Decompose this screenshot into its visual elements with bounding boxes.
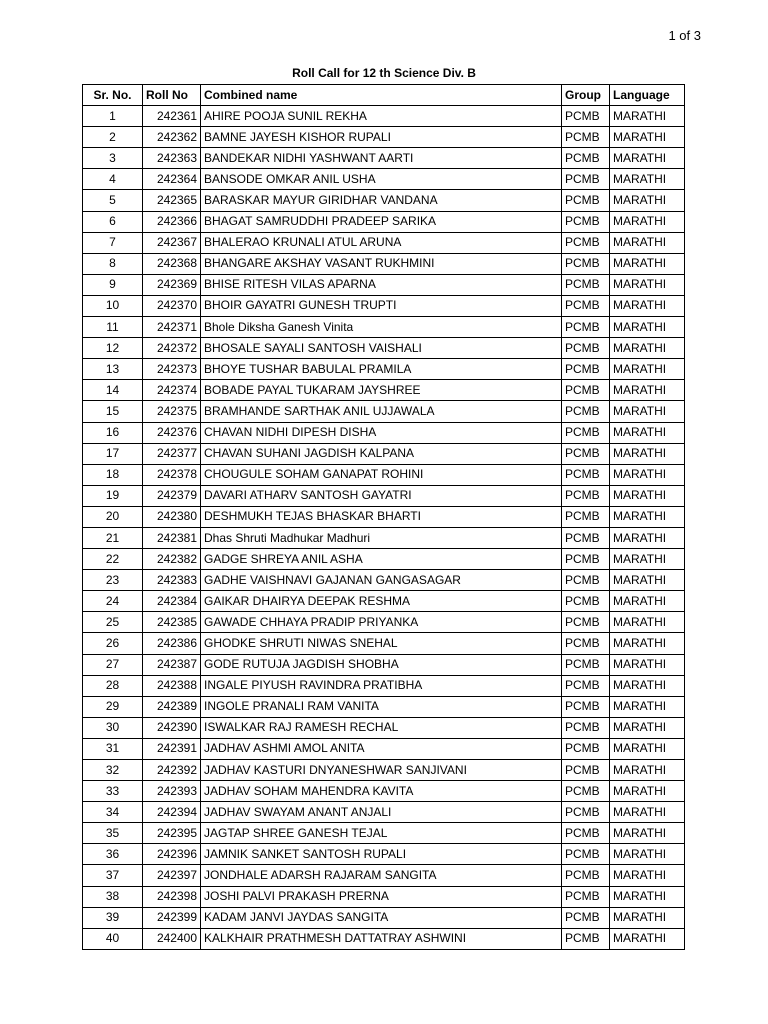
cell-group: PCMB	[562, 907, 610, 928]
cell-language: MARATHI	[610, 633, 685, 654]
cell-group: PCMB	[562, 127, 610, 148]
cell-sr-no: 4	[83, 169, 143, 190]
cell-group: PCMB	[562, 295, 610, 316]
table-row	[83, 570, 685, 591]
cell-sr-no: 7	[83, 232, 143, 253]
header-group: Group	[562, 85, 610, 106]
cell-language: MARATHI	[610, 907, 685, 928]
cell-combined-name: BOBADE PAYAL TUKARAM JAYSHREE	[201, 380, 562, 401]
cell-group: PCMB	[562, 928, 610, 949]
cell-language: MARATHI	[610, 401, 685, 422]
cell-roll-no: 242375	[143, 401, 201, 422]
cell-sr-no: 19	[83, 485, 143, 506]
cell-group: PCMB	[562, 359, 610, 380]
cell-combined-name: KADAM JANVI JAYDAS SANGITA	[201, 907, 562, 928]
cell-language: MARATHI	[610, 506, 685, 527]
cell-sr-no: 17	[83, 443, 143, 464]
cell-sr-no: 21	[83, 527, 143, 548]
cell-group: PCMB	[562, 633, 610, 654]
cell-group: PCMB	[562, 169, 610, 190]
table-row	[83, 886, 685, 907]
cell-sr-no: 27	[83, 654, 143, 675]
cell-language: MARATHI	[610, 106, 685, 127]
cell-roll-no: 242363	[143, 148, 201, 169]
cell-sr-no: 37	[83, 865, 143, 886]
cell-combined-name: Bhole Diksha Ganesh Vinita	[201, 317, 562, 338]
cell-roll-no: 242388	[143, 675, 201, 696]
table-row	[83, 338, 685, 359]
cell-combined-name: BHALERAO KRUNALI ATUL ARUNA	[201, 232, 562, 253]
table-row	[83, 823, 685, 844]
header-language: Language	[610, 85, 685, 106]
cell-language: MARATHI	[610, 781, 685, 802]
cell-combined-name: JADHAV ASHMI AMOL ANITA	[201, 738, 562, 759]
cell-group: PCMB	[562, 464, 610, 485]
cell-language: MARATHI	[610, 802, 685, 823]
cell-combined-name: JAMNIK SANKET SANTOSH RUPALI	[201, 844, 562, 865]
header-sr-no: Sr. No.	[83, 85, 143, 106]
cell-combined-name: DAVARI ATHARV SANTOSH GAYATRI	[201, 485, 562, 506]
cell-roll-no: 242369	[143, 274, 201, 295]
table-row	[83, 422, 685, 443]
cell-language: MARATHI	[610, 654, 685, 675]
cell-language: MARATHI	[610, 717, 685, 738]
cell-group: PCMB	[562, 591, 610, 612]
cell-roll-no: 242392	[143, 760, 201, 781]
cell-roll-no: 242389	[143, 696, 201, 717]
cell-sr-no: 33	[83, 781, 143, 802]
cell-combined-name: ISWALKAR RAJ RAMESH RECHAL	[201, 717, 562, 738]
table-row	[83, 633, 685, 654]
table-row	[83, 675, 685, 696]
cell-combined-name: JADHAV KASTURI DNYANESHWAR SANJIVANI	[201, 760, 562, 781]
cell-combined-name: CHOUGULE SOHAM GANAPAT ROHINI	[201, 464, 562, 485]
cell-group: PCMB	[562, 675, 610, 696]
cell-sr-no: 14	[83, 380, 143, 401]
header-combined-name: Combined name	[201, 85, 562, 106]
cell-combined-name: GADHE VAISHNAVI GAJANAN GANGASAGAR	[201, 570, 562, 591]
cell-group: PCMB	[562, 485, 610, 506]
cell-roll-no: 242390	[143, 717, 201, 738]
cell-combined-name: INGALE PIYUSH RAVINDRA PRATIBHA	[201, 675, 562, 696]
cell-group: PCMB	[562, 738, 610, 759]
table-row	[83, 506, 685, 527]
cell-roll-no: 242367	[143, 232, 201, 253]
cell-roll-no: 242380	[143, 506, 201, 527]
cell-roll-no: 242397	[143, 865, 201, 886]
cell-sr-no: 3	[83, 148, 143, 169]
cell-roll-no: 242376	[143, 422, 201, 443]
table-row	[83, 717, 685, 738]
cell-roll-no: 242391	[143, 738, 201, 759]
table-row	[83, 169, 685, 190]
cell-language: MARATHI	[610, 865, 685, 886]
cell-group: PCMB	[562, 422, 610, 443]
cell-sr-no: 18	[83, 464, 143, 485]
cell-combined-name: INGOLE PRANALI RAM VANITA	[201, 696, 562, 717]
cell-sr-no: 29	[83, 696, 143, 717]
table-row	[83, 295, 685, 316]
cell-roll-no: 242387	[143, 654, 201, 675]
table-row	[83, 464, 685, 485]
table-row	[83, 865, 685, 886]
cell-group: PCMB	[562, 527, 610, 548]
cell-group: PCMB	[562, 317, 610, 338]
table-row	[83, 696, 685, 717]
cell-language: MARATHI	[610, 823, 685, 844]
cell-language: MARATHI	[610, 844, 685, 865]
cell-group: PCMB	[562, 106, 610, 127]
table-row	[83, 760, 685, 781]
cell-sr-no: 15	[83, 401, 143, 422]
cell-language: MARATHI	[610, 253, 685, 274]
cell-group: PCMB	[562, 760, 610, 781]
cell-roll-no: 242379	[143, 485, 201, 506]
cell-combined-name: Dhas Shruti Madhukar Madhuri	[201, 527, 562, 548]
cell-combined-name: JOSHI PALVI PRAKASH PRERNA	[201, 886, 562, 907]
cell-roll-no: 242382	[143, 549, 201, 570]
cell-sr-no: 20	[83, 506, 143, 527]
cell-group: PCMB	[562, 148, 610, 169]
cell-language: MARATHI	[610, 570, 685, 591]
table-row	[83, 612, 685, 633]
cell-roll-no: 242386	[143, 633, 201, 654]
cell-language: MARATHI	[610, 696, 685, 717]
header-roll-no: Roll No	[143, 85, 201, 106]
cell-combined-name: BHOYE TUSHAR BABULAL PRAMILA	[201, 359, 562, 380]
cell-group: PCMB	[562, 612, 610, 633]
cell-group: PCMB	[562, 886, 610, 907]
table-row	[83, 274, 685, 295]
cell-combined-name: BANSODE OMKAR ANIL USHA	[201, 169, 562, 190]
cell-roll-no: 242373	[143, 359, 201, 380]
cell-sr-no: 26	[83, 633, 143, 654]
cell-sr-no: 28	[83, 675, 143, 696]
cell-language: MARATHI	[610, 127, 685, 148]
table-row	[83, 591, 685, 612]
cell-language: MARATHI	[610, 738, 685, 759]
cell-group: PCMB	[562, 443, 610, 464]
cell-roll-no: 242374	[143, 380, 201, 401]
cell-language: MARATHI	[610, 886, 685, 907]
cell-sr-no: 13	[83, 359, 143, 380]
table-row	[83, 549, 685, 570]
cell-roll-no: 242377	[143, 443, 201, 464]
cell-language: MARATHI	[610, 380, 685, 401]
cell-language: MARATHI	[610, 422, 685, 443]
cell-sr-no: 25	[83, 612, 143, 633]
cell-language: MARATHI	[610, 612, 685, 633]
cell-sr-no: 11	[83, 317, 143, 338]
cell-roll-no: 242383	[143, 570, 201, 591]
roll-call-table	[82, 84, 685, 950]
cell-sr-no: 40	[83, 928, 143, 949]
cell-group: PCMB	[562, 401, 610, 422]
cell-roll-no: 242368	[143, 253, 201, 274]
cell-group: PCMB	[562, 802, 610, 823]
cell-combined-name: GADGE SHREYA ANIL ASHA	[201, 549, 562, 570]
cell-roll-no: 242370	[143, 295, 201, 316]
cell-sr-no: 31	[83, 738, 143, 759]
cell-sr-no: 38	[83, 886, 143, 907]
cell-combined-name: GODE RUTUJA JAGDISH SHOBHA	[201, 654, 562, 675]
table-row	[83, 317, 685, 338]
table-row	[83, 359, 685, 380]
cell-language: MARATHI	[610, 211, 685, 232]
cell-sr-no: 39	[83, 907, 143, 928]
table-row	[83, 190, 685, 211]
table-row	[83, 738, 685, 759]
table-row	[83, 844, 685, 865]
cell-sr-no: 6	[83, 211, 143, 232]
cell-sr-no: 30	[83, 717, 143, 738]
cell-group: PCMB	[562, 211, 610, 232]
cell-combined-name: BARASKAR MAYUR GIRIDHAR VANDANA	[201, 190, 562, 211]
cell-combined-name: JONDHALE ADARSH RAJARAM SANGITA	[201, 865, 562, 886]
table-row	[83, 106, 685, 127]
cell-combined-name: BHOSALE SAYALI SANTOSH VAISHALI	[201, 338, 562, 359]
cell-group: PCMB	[562, 844, 610, 865]
cell-language: MARATHI	[610, 485, 685, 506]
cell-combined-name: CHAVAN NIDHI DIPESH DISHA	[201, 422, 562, 443]
cell-language: MARATHI	[610, 443, 685, 464]
cell-sr-no: 10	[83, 295, 143, 316]
sheet-title: Roll Call for 12 th Science Div. B	[292, 66, 476, 80]
cell-roll-no: 242400	[143, 928, 201, 949]
cell-roll-no: 242364	[143, 169, 201, 190]
cell-sr-no: 5	[83, 190, 143, 211]
cell-combined-name: BHISE RITESH VILAS APARNA	[201, 274, 562, 295]
table-row	[83, 527, 685, 548]
cell-roll-no: 242394	[143, 802, 201, 823]
cell-language: MARATHI	[610, 675, 685, 696]
cell-group: PCMB	[562, 865, 610, 886]
table-row	[83, 253, 685, 274]
cell-sr-no: 9	[83, 274, 143, 295]
cell-group: PCMB	[562, 654, 610, 675]
cell-group: PCMB	[562, 232, 610, 253]
cell-group: PCMB	[562, 696, 610, 717]
table-header-row	[83, 85, 685, 106]
cell-group: PCMB	[562, 253, 610, 274]
cell-language: MARATHI	[610, 760, 685, 781]
table-row	[83, 781, 685, 802]
cell-combined-name: KALKHAIR PRATHMESH DATTATRAY ASHWINI	[201, 928, 562, 949]
cell-language: MARATHI	[610, 148, 685, 169]
cell-language: MARATHI	[610, 317, 685, 338]
table-row	[83, 907, 685, 928]
cell-roll-no: 242393	[143, 781, 201, 802]
cell-roll-no: 242362	[143, 127, 201, 148]
table-row	[83, 127, 685, 148]
cell-roll-no: 242378	[143, 464, 201, 485]
cell-combined-name: GAIKAR DHAIRYA DEEPAK RESHMA	[201, 591, 562, 612]
cell-roll-no: 242399	[143, 907, 201, 928]
page-number: 1 of 3	[668, 28, 701, 43]
cell-sr-no: 36	[83, 844, 143, 865]
table-row	[83, 232, 685, 253]
cell-combined-name: JADHAV SOHAM MAHENDRA KAVITA	[201, 781, 562, 802]
cell-language: MARATHI	[610, 359, 685, 380]
cell-language: MARATHI	[610, 928, 685, 949]
cell-roll-no: 242396	[143, 844, 201, 865]
cell-language: MARATHI	[610, 295, 685, 316]
table-row	[83, 654, 685, 675]
cell-sr-no: 34	[83, 802, 143, 823]
cell-roll-no: 242372	[143, 338, 201, 359]
cell-group: PCMB	[562, 190, 610, 211]
cell-group: PCMB	[562, 717, 610, 738]
cell-sr-no: 23	[83, 570, 143, 591]
cell-combined-name: JAGTAP SHREE GANESH TEJAL	[201, 823, 562, 844]
cell-group: PCMB	[562, 823, 610, 844]
cell-combined-name: GAWADE CHHAYA PRADIP PRIYANKA	[201, 612, 562, 633]
table-row	[83, 401, 685, 422]
cell-group: PCMB	[562, 506, 610, 527]
cell-combined-name: JADHAV SWAYAM ANANT ANJALI	[201, 802, 562, 823]
cell-language: MARATHI	[610, 169, 685, 190]
cell-language: MARATHI	[610, 464, 685, 485]
table-row	[83, 802, 685, 823]
cell-sr-no: 35	[83, 823, 143, 844]
cell-language: MARATHI	[610, 190, 685, 211]
cell-language: MARATHI	[610, 549, 685, 570]
cell-sr-no: 12	[83, 338, 143, 359]
cell-language: MARATHI	[610, 232, 685, 253]
cell-group: PCMB	[562, 549, 610, 570]
cell-sr-no: 16	[83, 422, 143, 443]
cell-roll-no: 242361	[143, 106, 201, 127]
cell-combined-name: BHOIR GAYATRI GUNESH TRUPTI	[201, 295, 562, 316]
cell-combined-name: CHAVAN SUHANI JAGDISH KALPANA	[201, 443, 562, 464]
cell-language: MARATHI	[610, 527, 685, 548]
cell-group: PCMB	[562, 274, 610, 295]
table-row	[83, 148, 685, 169]
cell-group: PCMB	[562, 570, 610, 591]
cell-group: PCMB	[562, 338, 610, 359]
cell-combined-name: BAMNE JAYESH KISHOR RUPALI	[201, 127, 562, 148]
table-body	[83, 106, 685, 950]
cell-language: MARATHI	[610, 591, 685, 612]
cell-roll-no: 242395	[143, 823, 201, 844]
table-row	[83, 443, 685, 464]
table-row	[83, 485, 685, 506]
cell-roll-no: 242365	[143, 190, 201, 211]
cell-combined-name: BRAMHANDE SARTHAK ANIL UJJAWALA	[201, 401, 562, 422]
cell-language: MARATHI	[610, 274, 685, 295]
cell-combined-name: BHANGARE AKSHAY VASANT RUKHMINI	[201, 253, 562, 274]
cell-roll-no: 242384	[143, 591, 201, 612]
cell-roll-no: 242366	[143, 211, 201, 232]
cell-sr-no: 24	[83, 591, 143, 612]
table-row	[83, 380, 685, 401]
cell-group: PCMB	[562, 781, 610, 802]
cell-sr-no: 8	[83, 253, 143, 274]
table-row	[83, 928, 685, 949]
cell-group: PCMB	[562, 380, 610, 401]
cell-combined-name: BHAGAT SAMRUDDHI PRADEEP SARIKA	[201, 211, 562, 232]
cell-language: MARATHI	[610, 338, 685, 359]
cell-combined-name: AHIRE POOJA SUNIL REKHA	[201, 106, 562, 127]
cell-combined-name: DESHMUKH TEJAS BHASKAR BHARTI	[201, 506, 562, 527]
table-row	[83, 211, 685, 232]
cell-roll-no: 242371	[143, 317, 201, 338]
cell-roll-no: 242398	[143, 886, 201, 907]
cell-roll-no: 242381	[143, 527, 201, 548]
cell-roll-no: 242385	[143, 612, 201, 633]
cell-sr-no: 32	[83, 760, 143, 781]
cell-combined-name: BANDEKAR NIDHI YASHWANT AARTI	[201, 148, 562, 169]
cell-sr-no: 22	[83, 549, 143, 570]
cell-combined-name: GHODKE SHRUTI NIWAS SNEHAL	[201, 633, 562, 654]
cell-sr-no: 2	[83, 127, 143, 148]
cell-sr-no: 1	[83, 106, 143, 127]
